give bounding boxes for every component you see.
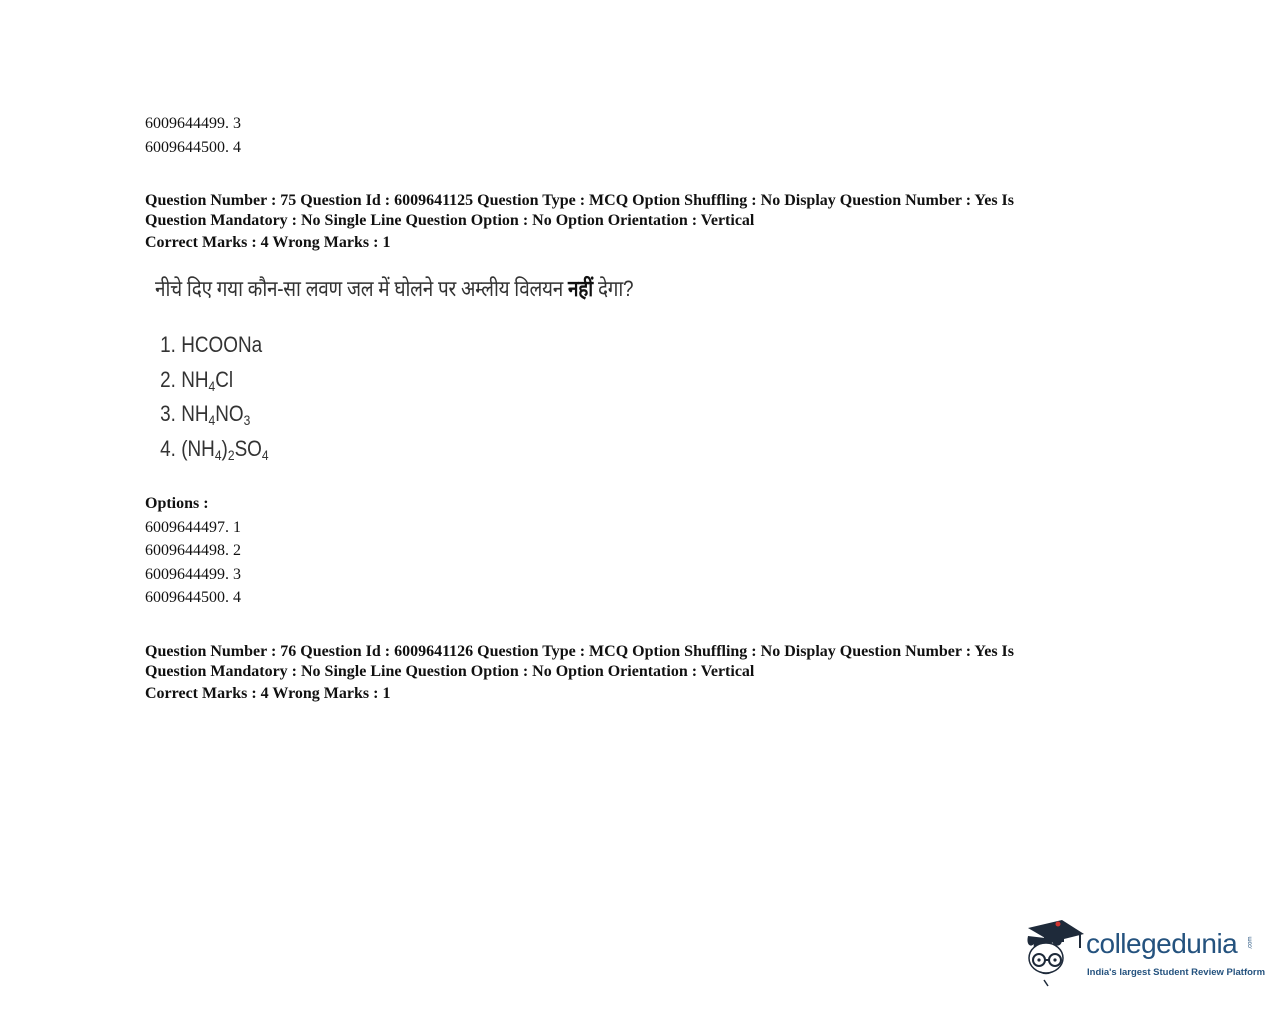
choice-4: 4. $(NH_4)_2SO_4$: [160, 435, 269, 463]
logo-tagline: India's largest Student Review Platform: [1087, 967, 1266, 978]
choice-2: 2. $NH_4Cl$: [160, 366, 234, 394]
marks-line: Correct Marks : 4 Wrong Marks : 1: [145, 685, 391, 702]
logo-com: .com: [1247, 936, 1254, 950]
question-75-body: [155, 272, 855, 466]
collegedunia-logo: [1022, 914, 1266, 990]
question-76-header: [145, 642, 1145, 706]
question-meta-line: Question Number : 75 Question Id : 6009641125 Question Type : MCQ Option Shuffling : No Display Question Number : Yes Is: [145, 192, 1014, 209]
choice-3: 3. $NH_4NO_3$: [160, 401, 251, 428]
option-line: 6009644500. 4: [145, 138, 241, 156]
student-mascot-icon: [1022, 914, 1088, 990]
question-choices: [155, 328, 855, 466]
question-meta-line: Question Number : 76 Question Id : 6009641126 Question Type : MCQ Option Shuffling : No Display Question Number : Yes Is: [145, 643, 1014, 660]
question-meta-line: Question Mandatory : No Single Line Question Option : No Option Orientation : Vertical: [145, 212, 755, 229]
marks-line: Correct Marks : 4 Wrong Marks : 1: [145, 234, 391, 251]
previous-question-options: [145, 112, 1145, 159]
question-75-options: [145, 492, 1145, 610]
option-line: 6009644497. 1: [145, 518, 241, 536]
option-line: 6009644499. 3: [145, 565, 241, 583]
option-line: 6009644499. 3: [145, 115, 241, 132]
question-meta-line: Question Mandatory : No Single Line Question Option : No Option Orientation : Vertical: [145, 663, 755, 680]
question-text: नीचे दिए गया कौन-सा लवण जल में घोलने पर अम्लीय विलयन नहीं देगा?: [155, 276, 634, 301]
option-line: 6009644498. 2: [145, 542, 241, 559]
option-line: 6009644500. 4: [145, 589, 241, 606]
choice-1: 1. HCOONa: [160, 332, 263, 357]
question-75-header: [145, 191, 1145, 255]
logo-wordmark: collegedunia: [1086, 928, 1238, 959]
options-label: Options :: [145, 495, 209, 512]
